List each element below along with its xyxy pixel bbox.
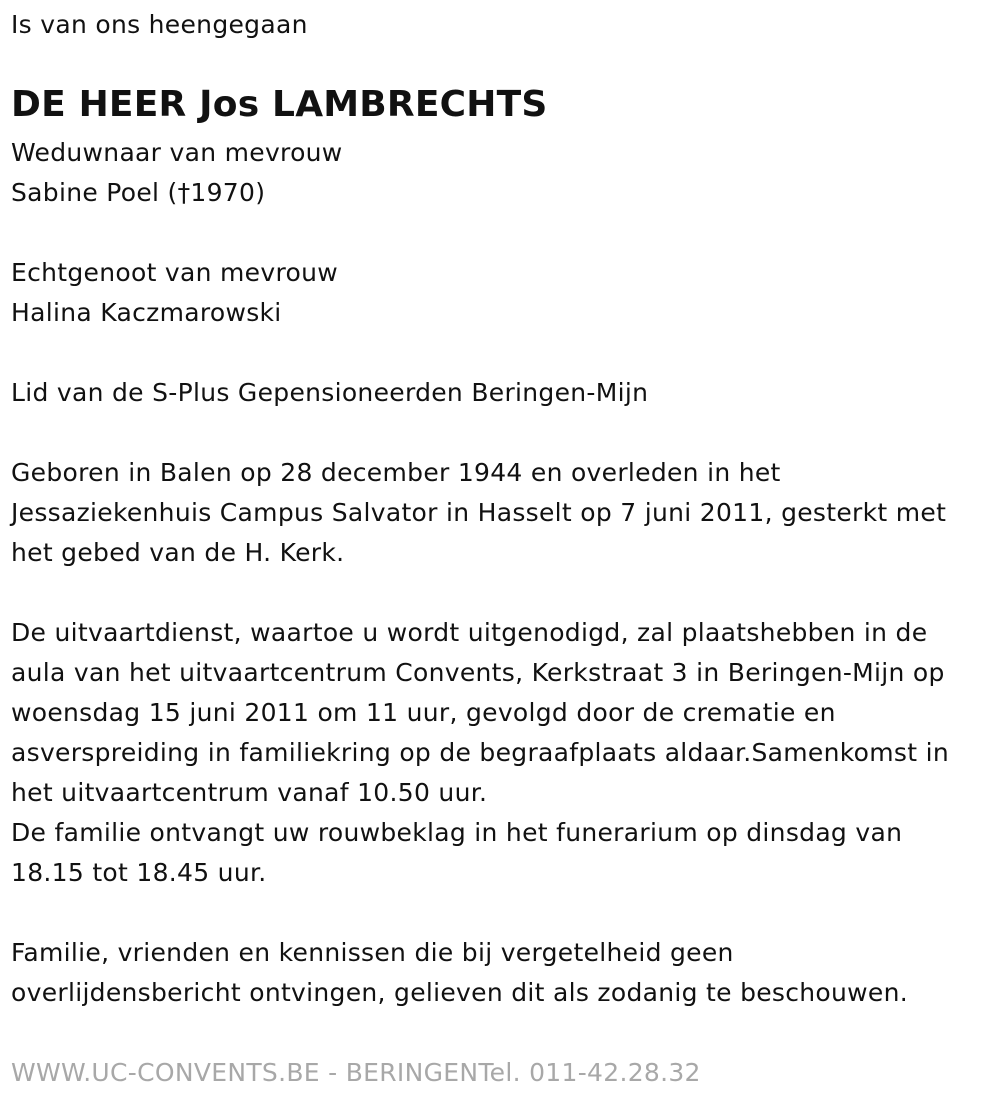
spouse-name: Halina Kaczmarowski xyxy=(11,298,282,327)
birth-death-line: Jessaziekenhuis Campus Salvator in Hasselt op 7 juni 2011, gesterkt met xyxy=(11,498,947,527)
widower-label: Weduwnaar van mevrouw xyxy=(11,138,343,167)
deceased-name: DE HEER Jos LAMBRECHTS xyxy=(11,84,548,125)
birth-death-line: Geboren in Balen op 28 december 1944 en overleden in het xyxy=(11,458,781,487)
intro-text: Is van ons heengegaan xyxy=(11,10,308,39)
spouse-label: Echtgenoot van mevrouw xyxy=(11,258,338,287)
first-wife-name: Sabine Poel (†1970) xyxy=(11,178,266,207)
funeral-line: woensdag 15 juni 2011 om 11 uur, gevolgd door de crematie en xyxy=(11,698,836,727)
membership-text: Lid van de S-Plus Gepensioneerden Beringen-Mijn xyxy=(11,378,649,407)
closing-line: overlijdensbericht ontvingen, gelieven dit als zodanig te beschouwen. xyxy=(11,978,908,1007)
funeral-line: asverspreiding in familiekring op de begraafplaats aldaar.Samenkomst in xyxy=(11,738,949,767)
birth-death-line: het gebed van de H. Kerk. xyxy=(11,538,345,567)
funeral-line: De familie ontvangt uw rouwbeklag in het funerarium op dinsdag van xyxy=(11,818,903,847)
funeral-line: aula van het uitvaartcentrum Convents, Kerkstraat 3 in Beringen-Mijn op xyxy=(11,658,945,687)
footer-contact: WWW.UC-CONVENTS.BE - BERINGENTel. 011-42.28.32 xyxy=(11,1058,701,1087)
funeral-line: 18.15 tot 18.45 uur. xyxy=(11,858,267,887)
funeral-line: De uitvaartdienst, waartoe u wordt uitgenodigd, zal plaatshebben in de xyxy=(11,618,928,647)
closing-line: Familie, vrienden en kennissen die bij vergetelheid geen xyxy=(11,938,734,967)
funeral-line: het uitvaartcentrum vanaf 10.50 uur. xyxy=(11,778,488,807)
